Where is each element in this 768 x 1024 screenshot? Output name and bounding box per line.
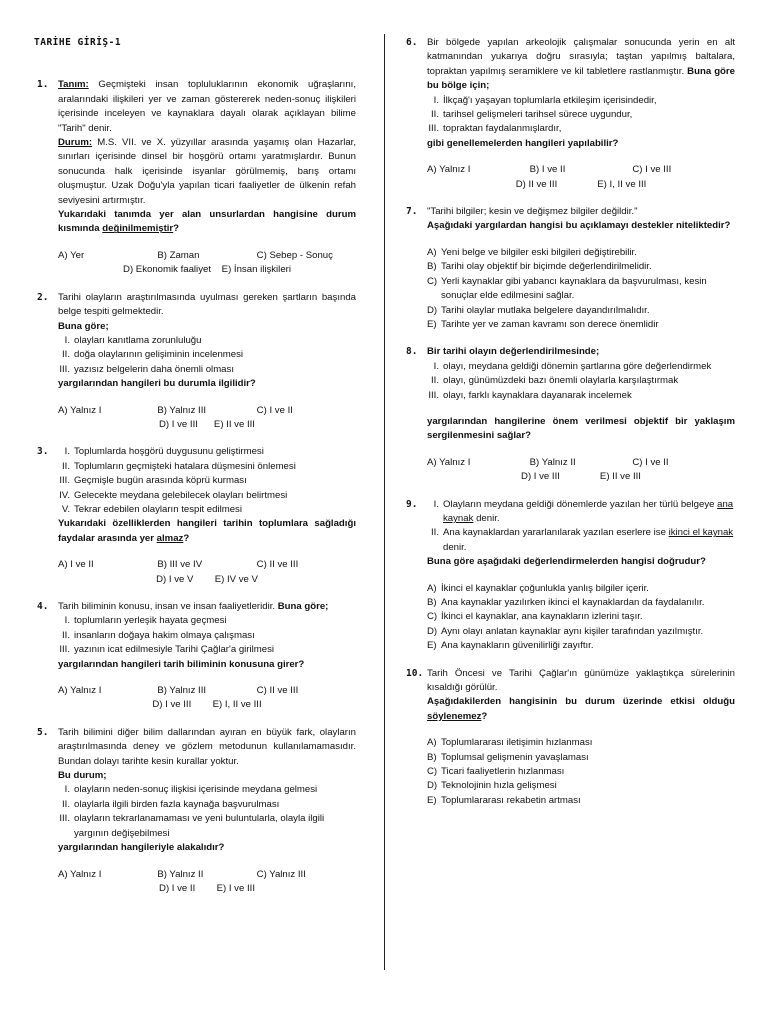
- item-text: Toplumlarda hoşgörü duygusunu geliştirmesi: [74, 446, 264, 458]
- roman-numeral: II.: [431, 527, 439, 539]
- choice-d[interactable]: [427, 304, 735, 318]
- choice-key: D): [427, 625, 438, 637]
- choice-c[interactable]: C) Sebep - Sonuç: [256, 249, 333, 261]
- answer-choices: [58, 249, 356, 263]
- item-text: insanların doğaya hakim olmaya çalışması: [74, 629, 255, 641]
- situation-label: Durum:: [58, 137, 93, 149]
- question-stem: Aşağıdaki yargılardan hangisi bu açıklamayı destekler niteliktedir?: [427, 220, 731, 232]
- choice-d[interactable]: D) II ve III: [515, 178, 558, 190]
- choice-a[interactable]: A) Yalnız I: [427, 456, 471, 468]
- question-number: 9.: [406, 498, 418, 510]
- list-item: [427, 122, 735, 136]
- stem-text: Yukarıdaki tanımda yer alan unsurlardan hangisine durum kısmında: [58, 209, 356, 235]
- answer-choices: [427, 456, 735, 470]
- choice-key: C): [427, 611, 438, 623]
- roman-numeral: I.: [433, 94, 439, 106]
- choice-a[interactable]: A) Yer: [58, 249, 85, 261]
- answer-choices: [58, 684, 356, 698]
- question-intro: Tarihi olayların araştırılmasında uyulması gereken şartların başında belge tespiti gelmektedir.: [58, 291, 356, 318]
- answer-choices-row2: [427, 470, 735, 484]
- roman-items: [427, 94, 735, 137]
- list-item: [58, 445, 356, 459]
- question-intro: [427, 36, 735, 94]
- question-lead: Buna göre bu bölge için;: [427, 65, 735, 92]
- answer-choices-row2: [58, 263, 356, 277]
- choice-a[interactable]: [427, 736, 735, 750]
- choice-e[interactable]: E) I, II ve III: [212, 699, 262, 711]
- item-text-part: Olayların meydana geldiği dönemlerde yazılan her türlü belgeye: [443, 498, 718, 510]
- roman-numeral: III.: [428, 123, 439, 135]
- choice-text: Tarihi olaylar mutlaka belgelere dayandırılmalıdır.: [441, 304, 650, 316]
- definition-label: Tanım:: [58, 79, 89, 91]
- choice-text: Yeni belge ve bilgiler eski bilgileri değiştirebilir.: [441, 246, 637, 258]
- roman-numeral: V.: [61, 503, 70, 515]
- item-text: olayları kanıtlama zorunluluğu: [74, 334, 202, 346]
- list-item: [58, 460, 356, 474]
- choice-c[interactable]: [427, 275, 735, 304]
- roman-numeral: I.: [64, 334, 70, 346]
- choice-e[interactable]: E) II ve III: [213, 418, 255, 430]
- question-number: 2.: [37, 291, 49, 303]
- choice-d[interactable]: D) I ve III: [152, 699, 192, 711]
- choice-text: İkinci el kaynaklar, ana kaynakların izlerini taşır.: [441, 611, 643, 623]
- choice-text: Ticari faaliyetlerin hızlanması: [441, 766, 565, 778]
- choice-e[interactable]: [427, 794, 735, 808]
- choice-a[interactable]: [427, 582, 735, 596]
- answer-choices: [427, 163, 735, 177]
- question-6: [403, 36, 735, 192]
- roman-numeral: III.: [59, 644, 70, 656]
- choice-a[interactable]: A) Yalnız I: [427, 164, 471, 176]
- item-text: tarihsel gelişmeleri tarihsel sürece uygundur,: [443, 109, 633, 121]
- item-text: Geçmişle bugün arasında köprü kurması: [74, 475, 247, 487]
- choice-a[interactable]: A) Yalnız I: [58, 685, 102, 697]
- choice-a[interactable]: A) Yalnız I: [58, 868, 102, 880]
- choice-e[interactable]: E) I ve III: [216, 882, 255, 894]
- stem-end: ?: [481, 710, 488, 722]
- roman-numeral: II.: [431, 109, 439, 121]
- answer-choices-row2: [58, 882, 356, 896]
- item-text: [443, 498, 735, 527]
- item-text: İlkçağ'ı yaşayan toplumlarla etkileşim içerisindedir,: [443, 94, 657, 106]
- question-number: 7.: [406, 206, 418, 218]
- stem-end: ?: [183, 532, 190, 544]
- choice-text: Aynı olayı anlatan kaynaklar aynı kişiler tarafından yazılmıştır.: [441, 625, 704, 637]
- question-3: [34, 445, 356, 587]
- question-intro: Tarih bilimini diğer bilim dallarından ayıran en büyük fark, olayların araştırılmasında deney ve gözlem metodunun kullanılamamasıdır. Bundan dolayı tarihte kesin kurallar yoktur.: [58, 726, 356, 767]
- choice-text: Toplumlararası rekabetin artması: [441, 794, 581, 806]
- question-lead: Buna göre;: [277, 601, 329, 612]
- question-number: 10.: [406, 667, 424, 679]
- choice-a[interactable]: [427, 246, 735, 260]
- situation-paragraph: [58, 136, 356, 208]
- question-stem: gibi genellemelerden hangileri yapılabilir?: [427, 137, 619, 149]
- choice-a[interactable]: A) I ve II: [58, 559, 94, 571]
- term-ana-kaynak: ana kaynak: [443, 498, 734, 524]
- list-item: [427, 389, 735, 403]
- choice-key: B): [427, 751, 437, 763]
- question-stem: [58, 208, 356, 237]
- page-title: TARİHE GİRİŞ-1: [34, 37, 122, 48]
- choice-b[interactable]: [427, 260, 735, 274]
- list-item: [58, 783, 356, 797]
- choice-b[interactable]: B) III ve IV: [157, 559, 203, 571]
- choice-a[interactable]: A) Yalnız I: [58, 404, 102, 416]
- list-item: [427, 108, 735, 122]
- item-text: Toplumların geçmişteki hatalara düşmesini önlemesi: [74, 460, 296, 472]
- question-1: [34, 78, 356, 277]
- choice-c[interactable]: [427, 765, 735, 779]
- choice-e[interactable]: [427, 639, 735, 653]
- choice-key: A): [427, 246, 437, 258]
- stem-emphasis: değinilmemiştir: [102, 223, 174, 235]
- question-stem: yargılarından hangileriyle alakalıdır?: [58, 842, 225, 854]
- answer-choices: [58, 868, 356, 882]
- answer-choices-row2: [58, 698, 356, 712]
- question-lead: Bu durum;: [58, 770, 107, 782]
- question-10: [403, 667, 735, 809]
- question-2: [34, 291, 356, 433]
- choice-key: D): [427, 780, 438, 792]
- choice-d[interactable]: D) I ve III: [521, 471, 560, 483]
- choice-text: Ana kaynakların güvenilirliği zayıftır.: [441, 640, 594, 652]
- choice-key: C): [427, 275, 438, 287]
- choice-b[interactable]: B) Yalnız III: [157, 404, 207, 416]
- question-intro: Bir tarihi olayın değerlendirilmesinde;: [427, 346, 600, 358]
- question-stem: Buna göre aşağıdaki değerlendirmelerden hangisi doğrudur?: [427, 556, 706, 568]
- intro-text: Bir bölgede yapılan arkeolojik çalışmalar sonucunda yerin en alt katmanından yukarıya doğru sırasıyla; taştan yapılmış baltalara, topraktan yapılmış seramiklere ve kil tabletlere rastlanmıştır.: [427, 37, 735, 77]
- choice-text: Toplumsal gelişmenin yavaşlaması: [441, 751, 589, 763]
- choice-d[interactable]: D) Ekonomik faaliyet: [123, 264, 211, 276]
- choice-e[interactable]: E) IV ve V: [214, 573, 258, 585]
- choice-d[interactable]: [427, 625, 735, 639]
- item-text: olayların tekrarlanamaması ve yeni buluntularla, olayla ilgili yargının değişebilmesi: [74, 813, 325, 839]
- roman-numeral: IV.: [59, 489, 70, 501]
- item-text: Gelecekte meydana gelebilecek olayları belirtmesi: [74, 489, 288, 501]
- choice-c[interactable]: C) I ve II: [632, 456, 669, 468]
- choice-key: B): [427, 597, 437, 608]
- term-ikinci-el-kaynak: ikinci el kaynak: [668, 527, 734, 539]
- choice-c[interactable]: C) I ve II: [256, 404, 293, 416]
- item-text: toplumların yerleşik hayata geçmesi: [74, 615, 227, 627]
- choice-key: D): [427, 304, 438, 316]
- item-text: olayların neden-sonuç ilişkisi içerisinde meydana gelmesi: [74, 784, 318, 796]
- choice-d[interactable]: D) I ve II: [159, 882, 196, 894]
- answer-choices: [427, 736, 735, 808]
- roman-numeral: II.: [62, 460, 70, 472]
- choice-text: Tarihi olay objektif bir biçimde değerlendirilmelidir.: [441, 261, 652, 273]
- item-text: Tekrar edebilen olayların tespit edilmesi: [74, 503, 242, 515]
- choice-text: Toplumlararası iletişimin hızlanması: [441, 737, 593, 749]
- definition-text: Geçmişteki insan topluluklarının ekonomik uğraşlarını, aralarındaki ilişkileri yer ve zaman göstererek neden-sonuç ilişkileri içerisinde inceleyen ve kaynaklara dayalı olarak açıklayan bilime "Tarih" denir.: [58, 79, 356, 134]
- question-5: [34, 726, 356, 896]
- roman-numeral: II.: [431, 375, 439, 387]
- list-item: [58, 798, 356, 812]
- list-item: [427, 94, 735, 108]
- answer-choices-row2: [427, 178, 735, 192]
- roman-numeral: III.: [428, 389, 439, 401]
- roman-items: [427, 498, 735, 556]
- item-text: [443, 526, 735, 555]
- question-number: 4.: [37, 601, 49, 612]
- intro-text: Tarih biliminin konusu, insan ve insan faaliyetleridir.: [58, 601, 276, 612]
- answer-choices-row2: [58, 573, 356, 587]
- roman-items: [58, 334, 356, 377]
- stem-emphasis: almaz: [156, 532, 184, 544]
- choice-e[interactable]: E) II ve III: [599, 471, 641, 483]
- answer-choices: [427, 246, 735, 332]
- list-item: [58, 629, 356, 643]
- choice-d[interactable]: D) I ve V: [156, 573, 194, 585]
- choice-c[interactable]: [427, 610, 735, 624]
- choice-key: B): [427, 261, 437, 273]
- list-item: [58, 363, 356, 377]
- stem-end: ?: [173, 223, 180, 235]
- question-lead: Buna göre;: [58, 320, 109, 332]
- item-text: olayı, farklı kaynaklara dayanarak incelemek: [443, 389, 632, 401]
- choice-key: C): [427, 766, 438, 778]
- column-divider: [384, 34, 385, 970]
- question-stem: [427, 695, 735, 724]
- roman-numeral: I.: [433, 360, 439, 372]
- roman-numeral: II.: [62, 629, 70, 641]
- item-text: olayı, günümüzdeki bazı önemli olaylarla karşılaştırmak: [443, 375, 679, 387]
- item-text: yazının icat edilmesiyle Tarihi Çağlar'a girilmesi: [74, 644, 275, 656]
- item-text-end: denir.: [443, 541, 467, 553]
- list-item: [58, 503, 356, 517]
- stem-text: Aşağıdakilerden hangisinin bu durum üzerinde etkisi olduğu: [427, 696, 735, 708]
- choice-d[interactable]: [427, 779, 735, 793]
- question-stem: [58, 517, 356, 546]
- stem-text: Yukarıdaki özelliklerden hangileri tarihin toplumlara sağladığı faydalar arasında yer: [58, 518, 356, 544]
- choice-c[interactable]: C) II ve III: [256, 685, 299, 697]
- list-item: [427, 360, 735, 374]
- right-column: [403, 36, 735, 821]
- item-text: olaylarla ilgili birden fazla kaynağa başvurulması: [74, 798, 280, 810]
- list-item: [427, 374, 735, 388]
- choice-text: Teknolojinin hızla gelişmesi: [441, 780, 557, 792]
- answer-choices-row2: [58, 418, 356, 432]
- roman-numeral: III.: [59, 475, 70, 487]
- roman-items: [427, 360, 735, 403]
- choice-d[interactable]: D) I ve III: [159, 418, 198, 430]
- choice-c[interactable]: C) Yalnız III: [256, 868, 306, 880]
- choice-text: İkinci el kaynaklar çoğunlukla yanlış bilgiler içerir.: [441, 582, 649, 594]
- left-column: [34, 36, 356, 909]
- choice-b[interactable]: [427, 596, 735, 610]
- choice-b[interactable]: B) I ve II: [529, 164, 566, 176]
- choice-e[interactable]: [427, 318, 735, 332]
- item-text: doğa olaylarının gelişiminin incelenmesi: [74, 349, 244, 361]
- choice-c[interactable]: C) I ve III: [632, 164, 672, 176]
- choice-e[interactable]: E) I, II ve III: [597, 178, 647, 190]
- question-9: [403, 498, 735, 654]
- item-text-end: denir.: [473, 512, 500, 524]
- answer-choices: [58, 558, 356, 572]
- question-intro: [58, 600, 356, 614]
- question-number: 1.: [37, 79, 49, 91]
- list-item: [58, 614, 356, 628]
- list-item: [427, 498, 735, 527]
- list-item: [427, 526, 735, 555]
- roman-numeral: III.: [59, 363, 70, 375]
- roman-items: [58, 445, 356, 517]
- answer-choices: [58, 404, 356, 418]
- roman-numeral: I.: [64, 784, 70, 796]
- choice-b[interactable]: B) Yalnız II: [529, 456, 576, 468]
- item-text: yazısız belgelerin daha önemli olması: [74, 363, 234, 375]
- situation-text: M.S. VII. ve X. yüzyıllar arasında yaşamış olan Hazarlar, sınırları içerisinde dinsel bir hoşgörü ortamı yaratmışlardır. Bunun sonucunda halk içerisinde isyanlar görülmemiş, barış ortamı oluşmuştur. Uzak Doğu'yla yapılan ticari faaliyetler de ülkenin refah seviyesini artırmıştır.: [58, 137, 356, 206]
- question-number: 6.: [406, 37, 418, 48]
- question-stem: yargılarından hangilerine önem verilmesi objektif bir yaklaşım sergilenmesini sağlar?: [427, 415, 735, 442]
- list-item: [58, 489, 356, 503]
- list-item: [58, 334, 356, 348]
- question-intro: Tarih Öncesi ve Tarihi Çağlar'ın günümüze yaklaştıkça sürelerinin kısaldığı görülür.: [427, 667, 735, 694]
- roman-items: [58, 614, 356, 657]
- choice-key: E): [427, 640, 437, 652]
- list-item: [58, 812, 356, 841]
- choice-key: A): [427, 737, 437, 749]
- roman-numeral: I.: [64, 446, 70, 458]
- roman-numeral: II.: [62, 349, 70, 361]
- item-text: olayı, meydana geldiği dönemin şartlarına göre değerlendirmek: [443, 360, 712, 372]
- question-4: [34, 600, 356, 713]
- roman-numeral: I.: [433, 498, 439, 510]
- item-text-part: Ana kaynaklardan yararlanılarak yazılan eserlere ise: [443, 527, 669, 539]
- question-number: 5.: [37, 726, 49, 738]
- choice-b[interactable]: B) Zaman: [157, 249, 200, 261]
- question-quote: "Tarihi bilgiler; kesin ve değişmez bilgiler değildir.": [427, 206, 638, 218]
- question-number: 8.: [406, 346, 418, 358]
- roman-numeral: II.: [62, 798, 70, 810]
- choice-b[interactable]: B) Yalnız III: [157, 685, 207, 697]
- choice-key: E): [427, 318, 437, 330]
- choice-e[interactable]: E) İnsan ilişkileri: [221, 264, 291, 276]
- choice-b[interactable]: B) Yalnız II: [157, 868, 204, 880]
- choice-text: Yerli kaynaklar gibi yabancı kaynaklara da başvurulması, kesin sonuçlar elde edilmesini sağlar.: [441, 275, 707, 302]
- question-stem: yargılarından hangileri bu durumla ilgilidir?: [58, 378, 256, 390]
- choice-key: E): [427, 794, 437, 806]
- roman-numeral: III.: [59, 813, 70, 825]
- answer-choices: [427, 582, 735, 654]
- list-item: [58, 348, 356, 362]
- choice-c[interactable]: C) II ve III: [256, 559, 299, 571]
- question-number: 3.: [37, 446, 49, 458]
- choice-text: Tarihte yer ve zaman kavramı son derece önemlidir: [441, 318, 659, 330]
- definition-paragraph: [58, 78, 356, 136]
- list-item: [58, 643, 356, 657]
- roman-items: [58, 783, 356, 841]
- choice-key: A): [427, 582, 437, 594]
- question-8: [403, 345, 735, 484]
- question-7: [403, 205, 735, 332]
- roman-numeral: I.: [64, 615, 70, 627]
- question-stem: yargılarından hangileri tarih biliminin konusuna girer?: [58, 658, 305, 670]
- choice-b[interactable]: [427, 751, 735, 765]
- choice-text: Ana kaynaklar yazılırken ikinci el kaynaklardan da faydalanılır.: [441, 597, 705, 608]
- item-text: topraktan faydalanmışlardır,: [443, 123, 562, 135]
- list-item: [58, 474, 356, 488]
- stem-emphasis: söylenemez: [427, 710, 482, 722]
